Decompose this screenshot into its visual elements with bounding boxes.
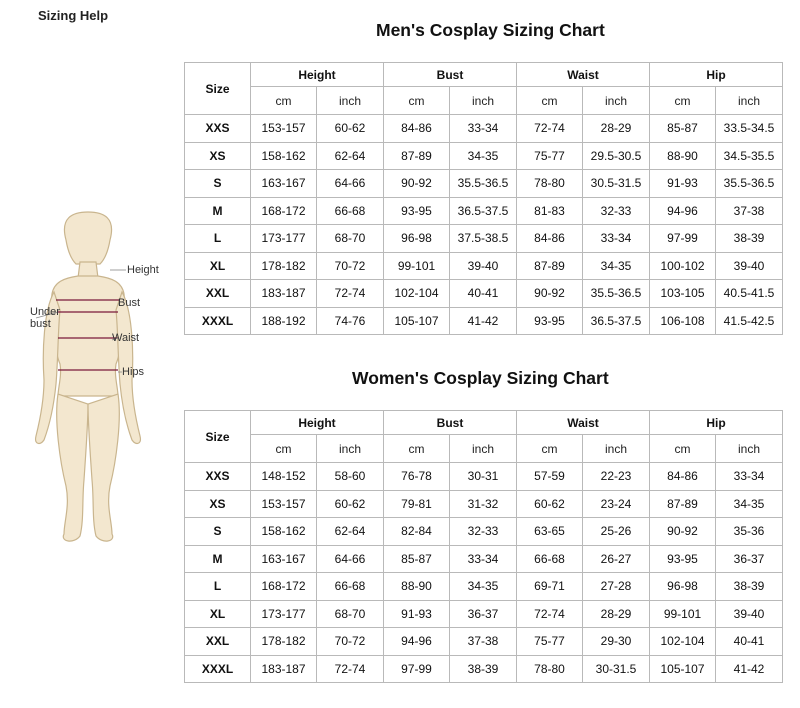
table-row <box>185 490 783 518</box>
measurement-cell: 173-177 <box>251 600 317 628</box>
measurement-cell: 70-72 <box>317 252 384 280</box>
measurement-cell: 33.5-34.5 <box>716 115 783 143</box>
measurement-cell: 168-172 <box>251 197 317 225</box>
measurement-cell: 105-107 <box>384 307 450 335</box>
measurement-cell: 78-80 <box>517 170 583 198</box>
mens-sizing-table <box>184 62 783 335</box>
measurement-cell: 68-70 <box>317 600 384 628</box>
unit-inch: inch <box>583 87 650 115</box>
measurement-cell: 39-40 <box>716 600 783 628</box>
measurement-cell: 82-84 <box>384 518 450 546</box>
unit-cm: cm <box>384 87 450 115</box>
measurement-cell: 28-29 <box>583 115 650 143</box>
measurement-cell: 99-101 <box>650 600 716 628</box>
unit-inch: inch <box>450 87 517 115</box>
table-row <box>185 307 783 335</box>
measurement-cell: 33-34 <box>450 545 517 573</box>
underbust-label: Under bust <box>30 306 60 330</box>
size-cell: XL <box>185 252 251 280</box>
size-header: Size <box>185 63 251 115</box>
measurement-cell: 88-90 <box>650 142 716 170</box>
measurement-cell: 85-87 <box>384 545 450 573</box>
measurement-cell: 188-192 <box>251 307 317 335</box>
size-cell: L <box>185 225 251 253</box>
measurement-cell: 178-182 <box>251 252 317 280</box>
measurement-cell: 25-26 <box>583 518 650 546</box>
measurement-cell: 31-32 <box>450 490 517 518</box>
measurement-cell: 84-86 <box>517 225 583 253</box>
measurement-cell: 60-62 <box>317 115 384 143</box>
size-cell: XXXL <box>185 655 251 683</box>
measurement-cell: 153-157 <box>251 490 317 518</box>
unit-cm: cm <box>251 87 317 115</box>
measurement-cell: 90-92 <box>650 518 716 546</box>
mens-chart-title: Men's Cosplay Sizing Chart <box>376 20 605 40</box>
unit-inch: inch <box>583 435 650 463</box>
table-row <box>185 142 783 170</box>
measurement-cell: 96-98 <box>384 225 450 253</box>
measurement-cell: 36-37 <box>450 600 517 628</box>
measurement-cell: 37-38 <box>716 197 783 225</box>
size-header: Size <box>185 411 251 463</box>
measurement-cell: 90-92 <box>517 280 583 308</box>
measurement-cell: 66-68 <box>517 545 583 573</box>
measurement-cell: 158-162 <box>251 142 317 170</box>
measurement-cell: 58-60 <box>317 463 384 491</box>
measurement-cell: 35.5-36.5 <box>583 280 650 308</box>
measurement-cell: 38-39 <box>716 225 783 253</box>
measurement-cell: 75-77 <box>517 142 583 170</box>
measurement-cell: 94-96 <box>384 628 450 656</box>
size-cell: S <box>185 170 251 198</box>
measurement-cell: 34-35 <box>450 142 517 170</box>
unit-cm: cm <box>650 87 716 115</box>
measurement-cell: 74-76 <box>317 307 384 335</box>
measurement-cell: 96-98 <box>650 573 716 601</box>
measurement-cell: 22-23 <box>583 463 650 491</box>
measurement-cell: 35.5-36.5 <box>716 170 783 198</box>
measurement-cell: 87-89 <box>650 490 716 518</box>
body-silhouette-icon <box>0 200 180 560</box>
size-cell: XS <box>185 490 251 518</box>
measurement-cell: 158-162 <box>251 518 317 546</box>
measurement-cell: 37-38 <box>450 628 517 656</box>
mens-table-body <box>185 115 783 335</box>
table-row <box>185 545 783 573</box>
measurement-cell: 36.5-37.5 <box>583 307 650 335</box>
size-cell: XXL <box>185 280 251 308</box>
unit-inch: inch <box>317 87 384 115</box>
measurement-cell: 87-89 <box>384 142 450 170</box>
size-cell: XL <box>185 600 251 628</box>
measurement-cell: 102-104 <box>384 280 450 308</box>
waist-header: Waist <box>517 63 650 87</box>
unit-cm: cm <box>251 435 317 463</box>
measurement-cell: 106-108 <box>650 307 716 335</box>
unit-cm: cm <box>517 435 583 463</box>
measurement-cell: 163-167 <box>251 545 317 573</box>
unit-inch: inch <box>317 435 384 463</box>
measurement-cell: 35.5-36.5 <box>450 170 517 198</box>
measurement-cell: 76-78 <box>384 463 450 491</box>
measurement-cell: 23-24 <box>583 490 650 518</box>
measurement-cell: 62-64 <box>317 518 384 546</box>
table-row <box>185 600 783 628</box>
measurement-cell: 91-93 <box>384 600 450 628</box>
measurement-cell: 100-102 <box>650 252 716 280</box>
measurement-cell: 102-104 <box>650 628 716 656</box>
measurement-cell: 34-35 <box>450 573 517 601</box>
measurement-cell: 75-77 <box>517 628 583 656</box>
measurement-cell: 178-182 <box>251 628 317 656</box>
measurement-cell: 91-93 <box>650 170 716 198</box>
measurement-cell: 28-29 <box>583 600 650 628</box>
measurement-cell: 66-68 <box>317 197 384 225</box>
table-row <box>185 655 783 683</box>
hip-header: Hip <box>650 63 783 87</box>
measurement-cell: 32-33 <box>450 518 517 546</box>
measurement-cell: 29-30 <box>583 628 650 656</box>
womens-chart-title: Women's Cosplay Sizing Chart <box>352 368 609 388</box>
measurement-cell: 57-59 <box>517 463 583 491</box>
size-cell: XS <box>185 142 251 170</box>
size-cell: XXL <box>185 628 251 656</box>
body-measurement-figure <box>0 200 180 560</box>
measurement-cell: 41-42 <box>450 307 517 335</box>
table-row <box>185 280 783 308</box>
measurement-cell: 84-86 <box>384 115 450 143</box>
measurement-cell: 33-34 <box>450 115 517 143</box>
measurement-cell: 36-37 <box>716 545 783 573</box>
measurement-cell: 41.5-42.5 <box>716 307 783 335</box>
table-row <box>185 573 783 601</box>
measurement-cell: 103-105 <box>650 280 716 308</box>
measurement-cell: 34.5-35.5 <box>716 142 783 170</box>
table-row <box>185 115 783 143</box>
measurement-cell: 34-35 <box>716 490 783 518</box>
measurement-cell: 39-40 <box>716 252 783 280</box>
table-row <box>185 197 783 225</box>
measurement-cell: 97-99 <box>650 225 716 253</box>
waist-header: Waist <box>517 411 650 435</box>
measurement-cell: 168-172 <box>251 573 317 601</box>
measurement-cell: 26-27 <box>583 545 650 573</box>
measurement-cell: 72-74 <box>517 600 583 628</box>
measurement-cell: 36.5-37.5 <box>450 197 517 225</box>
size-cell: XXXL <box>185 307 251 335</box>
size-cell: S <box>185 518 251 546</box>
hips-label: Hips <box>122 366 145 378</box>
table-row <box>185 628 783 656</box>
waist-label: Waist <box>112 332 140 344</box>
measurement-cell: 38-39 <box>450 655 517 683</box>
measurement-cell: 93-95 <box>517 307 583 335</box>
table-row <box>185 463 783 491</box>
measurement-cell: 40.5-41.5 <box>716 280 783 308</box>
measurement-cell: 41-42 <box>716 655 783 683</box>
measurement-cell: 39-40 <box>450 252 517 280</box>
size-cell: M <box>185 197 251 225</box>
measurement-cell: 173-177 <box>251 225 317 253</box>
measurement-cell: 153-157 <box>251 115 317 143</box>
unit-inch: inch <box>450 435 517 463</box>
womens-table-body <box>185 463 783 683</box>
measurement-cell: 72-74 <box>317 280 384 308</box>
measurement-cell: 33-34 <box>583 225 650 253</box>
measurement-cell: 81-83 <box>517 197 583 225</box>
height-label: Height <box>127 264 159 276</box>
table-row <box>185 170 783 198</box>
measurement-cell: 72-74 <box>317 655 384 683</box>
unit-cm: cm <box>650 435 716 463</box>
measurement-cell: 79-81 <box>384 490 450 518</box>
measurement-cell: 94-96 <box>650 197 716 225</box>
measurement-cell: 60-62 <box>317 490 384 518</box>
measurement-cell: 40-41 <box>450 280 517 308</box>
measurement-cell: 93-95 <box>384 197 450 225</box>
measurement-cell: 85-87 <box>650 115 716 143</box>
measurement-cell: 68-70 <box>317 225 384 253</box>
measurement-cell: 63-65 <box>517 518 583 546</box>
measurement-cell: 40-41 <box>716 628 783 656</box>
measurement-cell: 99-101 <box>384 252 450 280</box>
measurement-cell: 38-39 <box>716 573 783 601</box>
measurement-cell: 66-68 <box>317 573 384 601</box>
measurement-cell: 62-64 <box>317 142 384 170</box>
measurement-cell: 90-92 <box>384 170 450 198</box>
measurement-cell: 183-187 <box>251 655 317 683</box>
measurement-cell: 29.5-30.5 <box>583 142 650 170</box>
height-header: Height <box>251 63 384 87</box>
unit-cm: cm <box>384 435 450 463</box>
womens-sizing-table <box>184 410 783 683</box>
measurement-cell: 87-89 <box>517 252 583 280</box>
size-cell: XXS <box>185 115 251 143</box>
measurement-cell: 97-99 <box>384 655 450 683</box>
measurement-cell: 105-107 <box>650 655 716 683</box>
measurement-cell: 30-31 <box>450 463 517 491</box>
measurement-cell: 78-80 <box>517 655 583 683</box>
measurement-cell: 37.5-38.5 <box>450 225 517 253</box>
size-cell: L <box>185 573 251 601</box>
measurement-cell: 30.5-31.5 <box>583 170 650 198</box>
measurement-cell: 88-90 <box>384 573 450 601</box>
height-header: Height <box>251 411 384 435</box>
bust-header: Bust <box>384 411 517 435</box>
size-cell: M <box>185 545 251 573</box>
measurement-cell: 70-72 <box>317 628 384 656</box>
measurement-cell: 30-31.5 <box>583 655 650 683</box>
measurement-cell: 84-86 <box>650 463 716 491</box>
unit-cm: cm <box>517 87 583 115</box>
measurement-cell: 34-35 <box>583 252 650 280</box>
unit-inch: inch <box>716 87 783 115</box>
measurement-cell: 32-33 <box>583 197 650 225</box>
table-row <box>185 252 783 280</box>
measurement-cell: 60-62 <box>517 490 583 518</box>
measurement-cell: 64-66 <box>317 170 384 198</box>
unit-inch: inch <box>716 435 783 463</box>
measurement-cell: 183-187 <box>251 280 317 308</box>
measurement-cell: 72-74 <box>517 115 583 143</box>
measurement-cell: 35-36 <box>716 518 783 546</box>
sizing-help-title: Sizing Help <box>38 8 109 23</box>
table-row <box>185 225 783 253</box>
bust-header: Bust <box>384 63 517 87</box>
table-row <box>185 518 783 546</box>
measurement-cell: 163-167 <box>251 170 317 198</box>
measurement-cell: 69-71 <box>517 573 583 601</box>
measurement-cell: 93-95 <box>650 545 716 573</box>
bust-label: Bust <box>118 297 141 309</box>
measurement-cell: 148-152 <box>251 463 317 491</box>
hip-header: Hip <box>650 411 783 435</box>
measurement-cell: 64-66 <box>317 545 384 573</box>
measurement-cell: 33-34 <box>716 463 783 491</box>
measurement-cell: 27-28 <box>583 573 650 601</box>
size-cell: XXS <box>185 463 251 491</box>
